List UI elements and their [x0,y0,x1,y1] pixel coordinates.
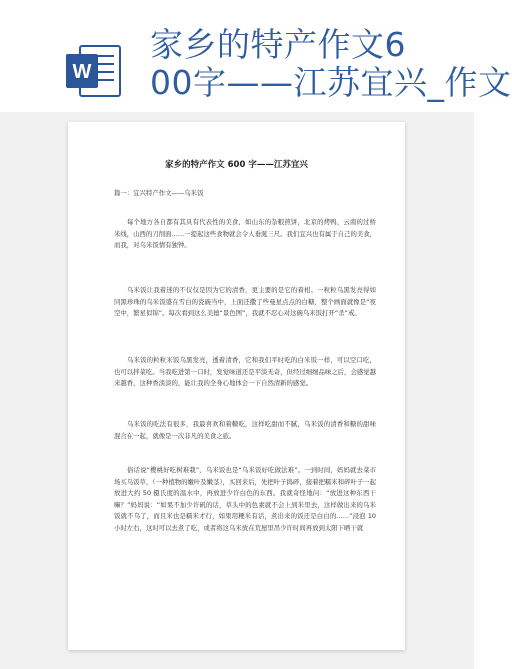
document-subtitle: 篇一：宜兴特产作文——乌米饭 [114,189,204,197]
banner-title-line-1: 家乡的特产作文6 [150,25,406,64]
paragraph: 俗话说“樱桃好吃树难栽”，乌米饭也是“乌米饭好吃做法难”。一到时间，妈妈就去菜市场买乌饭草，（一种植物的嫩叶及嫩茎），买回来后，先把叶子捣碎，接着把糯米和碎叶子一起放进大约 50 摄氏度的温水中，再放进少许白色的东西。我就奇怪地问：“放进这种东西干嘛？”妈妈说：“如果不加少许矾的话，草头中的色素就不会上到米里去，这样做出来的乌米饭就不乌了，而且米也是糯米才行，如果用粳米有话，煮出来的饭还是白白的……”浸泡 10 小时左右，这时可以去煮了吃，或者将这乌米放在荒屋里吊少许时间再放到太阳下晒干就 [114,466,377,532]
document-page [68,122,405,650]
svg-text:W: W [72,61,92,83]
paragraph: 乌米饭让我着迷的不仅仅是因为它的清香，更主要的是它的着相。一粒粒乌黑发亮得如同黑珍珠的乌米饭盛在雪白的瓷碗当中，上面还撒了些曼星点点的白糖，整个画面就像是“夜空中，繁星似锦”。每次看到这么美德“景色图”，我就不忍心对这碗乌米饭打开“杀”戒。 [114,286,376,318]
word-document-icon [64,40,126,102]
document-title: 家乡的特产作文 600 字——江苏宜兴 [165,160,308,170]
banner-title-line-2: 00字——江苏宜兴_作文 [150,63,512,102]
paragraph: 乌米饭的吃法有很多，我最喜欢和着糖吃，这样吃甜而不腻，乌米饭的清香和糖的甜味混合在一起，就像是一次非凡的美食之旅。 [114,420,376,440]
header-banner [0,0,512,112]
paragraph: 乌米饭的粒粒米饭乌黑发亮，透着清香，它和我们平时吃的白米饭一样，可以空口吃，也可以拌菜吃。当我吃进第一口时，发觉味道还是平淡无奇，但经过细细品味之后，会感觉越来越香，这种香淡淡的，能让我的全身心地体会一下自然清新的感觉。 [114,356,377,388]
paragraph: 每个地方各自都有其具有代表性的美食，如山东的杂粮煎饼，北京的烤鸭，云南的过桥米线，山西的刀削面……一提起这些食物就会令人垂涎三尺。我们宜兴也有属于自己的美食，而我，对乌米饭情有独钟。 [114,218,377,250]
